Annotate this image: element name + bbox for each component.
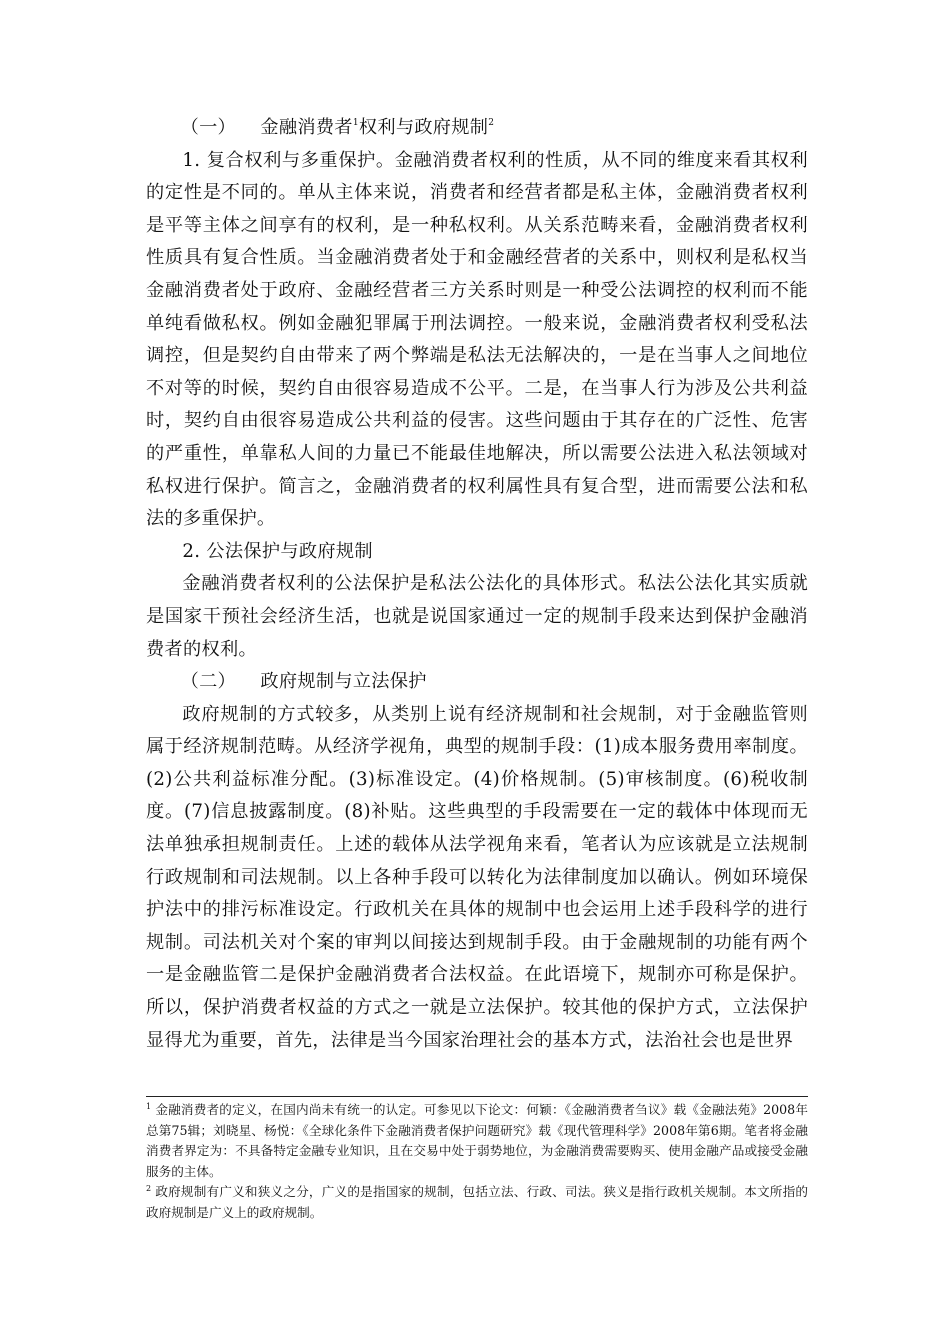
- footnote-1-mark: 1: [146, 1101, 152, 1111]
- footnote-2-mark: 2: [146, 1184, 152, 1194]
- paragraph-3: 政府规制的方式较多，从类别上说有经济规制和社会规制，对于金融监管则属于经济规制范畴。从经济学视角，典型的规制手段：(1)成本服务费用率制度。(2)公共利益标准分配。(3)标准设定。(4)价格规制。(5)审核制度。(6)税收制度。(7)信息披露制度。(8)补贴。这些典型的手段需要在一定的载体中体现而无法单独承担规制责任。上述的载体从法学视角来看，笔者认为应该就是立法规制行政规制和司法规制。以上各种手段可以转化为法律制度加以确认。例如环境保护法中的排污标准设定。行政机关在具体的规制中也会运用上述手段科学的进行规制。司法机关对个案的审判以间接达到规制手段。由于金融规制的功能有两个一是金融监管二是保护金融消费者合法权益。在此语境下，规制亦可称是保护。所以，保护消费者权益的方式之一就是立法保护。较其他的保护方式，立法保护显得尤为重要，首先，法律是当今国家治理社会的基本方式，法治社会也是世界: [146, 703, 808, 1051]
- section-heading-2: [146, 666, 808, 699]
- section-heading-2-prefix: （二）: [180, 671, 237, 693]
- footnote-1-text: 金融消费者的定义，在国内尚未有统一的认定。可参见以下论文：何颖：《金融消费者刍议》载《金融法苑》2008年总第75辑；刘晓星、杨悦：《全球化条件下金融消费者保护问题研究》载《现代管理科学》2008年第6期。笔者将金融消费者界定为：不具备特定金融专业知识，且在交易中处于弱势地位，为金融消费需要购买、使用金融产品或接受金融服务的主体。: [146, 1102, 808, 1179]
- footnote-2: [146, 1182, 808, 1223]
- section-heading-1-prefix: （一）: [180, 117, 237, 138]
- paragraph-1: 1. 复合权利与多重保护。金融消费者权利的性质，从不同的维度来看其权利的定性是不同的。单从主体来说，消费者和经营者都是私主体，金融消费者权利是平等主体之间享有的权利，是一种私权利。从关系范畴来看，金融消费者权利性质具有复合性质。当金融消费者处于和金融经营者的关系中，则权利是私权当金融消费者处于政府、金融经营者三方关系时则是一种受公法调控的权利而不能单纯看做私权。例如金融犯罪属于刑法调控。一般来说，金融消费者权利受私法调控，但是契约自由带来了两个弊端是私法无法解决的，一是在当事人之间地位不对等的时候，契约自由很容易造成不公平。二是，在当事人行为涉及公共利益时，契约自由很容易造成公共利益的侵害。这些问题由于其存在的广泛性、危害的严重性，单靠私人间的力量已不能最佳地解决，所以需要公法进入私法领域对私权进行保护。简言之，金融消费者的权利属性具有复合型，进而需要公法和私法的多重保护。: [146, 149, 808, 530]
- section-heading-2-text: 政府规制与立法保护: [260, 671, 427, 693]
- footnote-ref-1[interactable]: 1: [352, 117, 359, 128]
- footnote-2-text: 政府规制有广义和狭义之分，广义的是指国家的规制，包括立法、行政、司法。狭义是指行政机关规制。本文所指的政府规制是广义上的政府规制。: [146, 1184, 808, 1220]
- section-heading-1: [146, 112, 808, 145]
- footnote-1: [146, 1100, 808, 1182]
- paragraph-2: 金融消费者权利的公法保护是私法公法化的具体形式。私法公法化其实质就是国家干预社会经济生活，也就是说国家通过一定的规制手段来达到保护金融消费者的权利。: [146, 573, 808, 660]
- footnote-ref-2[interactable]: 2: [488, 117, 495, 128]
- footnotes: [146, 1100, 808, 1224]
- subheading-2: 2. 公法保护与政府规制: [182, 540, 373, 562]
- section-heading-1-text: 金融消费者: [260, 117, 353, 138]
- body-text: [146, 112, 808, 1057]
- section-heading-1-text2: 权利与政府规制: [358, 117, 489, 138]
- footnote-separator: [146, 1096, 808, 1097]
